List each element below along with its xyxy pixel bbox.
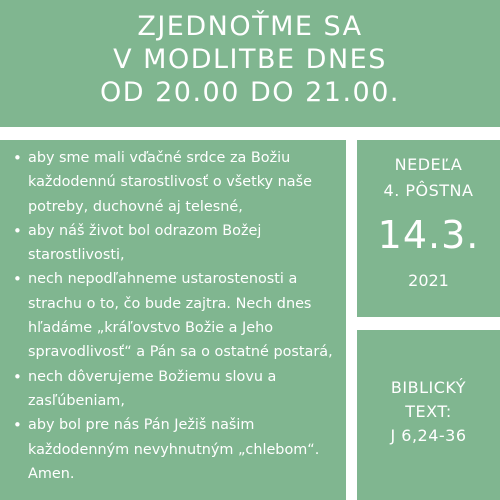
list-item: • aby náš život bol odrazom Božej starostlivosti,	[10, 219, 346, 268]
list-item: • aby sme mali vďačné srdce za Božiu každodennú starostlivosť o všetky naše potreby, duchovné aj telesné,	[10, 146, 346, 219]
header-line-1: ZJEDNOŤME SA	[137, 11, 363, 42]
prayer-intentions-list	[0, 140, 346, 486]
bible-label-line-1: BIBLICKÝ	[390, 378, 467, 397]
year-value: 2021	[408, 271, 449, 290]
date-value: 14.3.	[377, 213, 480, 257]
list-item: • nech dôverujeme Božiemu slovu a zasľúbeniam,	[10, 365, 346, 414]
prayer-intentions-panel	[0, 140, 346, 500]
header-line-3: OD 20.00 DO 21.00.	[99, 77, 400, 108]
list-item: • aby bol pre nás Pán Ježiš našim každodenným nevyhnutným „chlebom“. Amen.	[10, 413, 346, 486]
list-item: • nech nepodľahneme ustarostenosti a strachu o to, čo bude zajtra. Nech dnes hľadáme „kráľovstvo Božie a Jeho spravodlivosť“ a Pán sa o ostatné postará,	[10, 267, 346, 364]
lent-week: 4. PÔSTNA	[383, 181, 474, 200]
day-name: NEDEĽA	[394, 155, 463, 174]
bible-reference: J 6,24-36	[390, 426, 467, 445]
date-panel	[357, 140, 500, 317]
bible-label-line-2: TEXT:	[405, 402, 452, 421]
header-line-2: V MODLITBE DNES	[113, 44, 387, 75]
header-banner	[0, 0, 500, 127]
bible-text-panel	[357, 330, 500, 500]
